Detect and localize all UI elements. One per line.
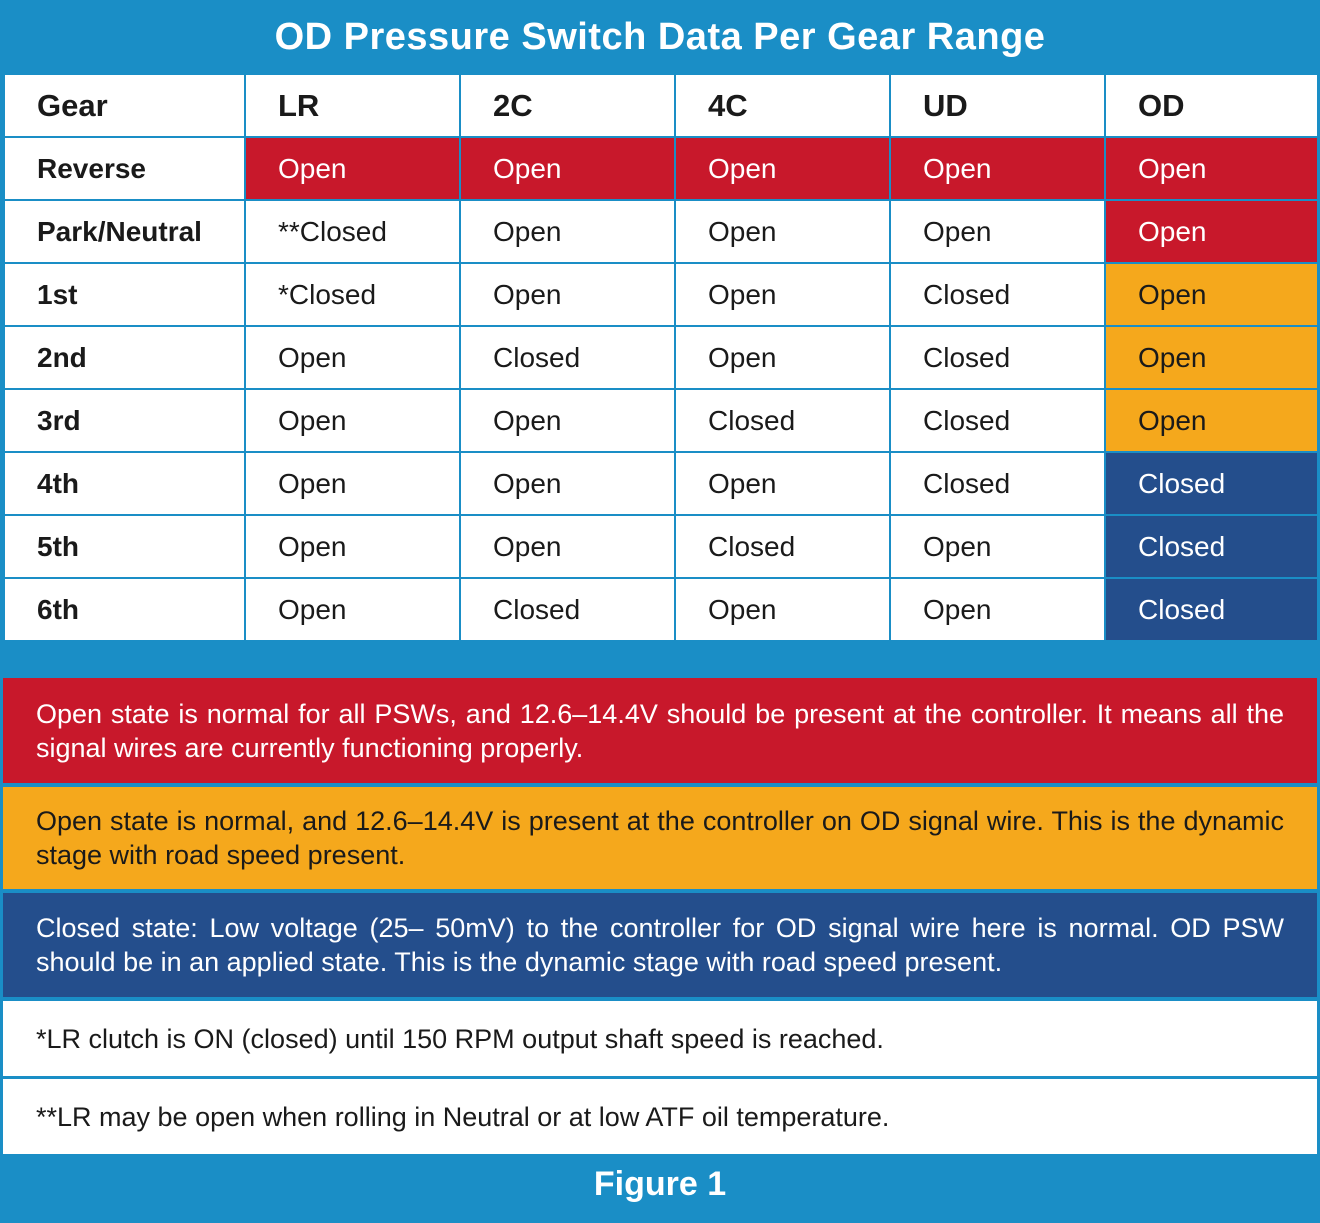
table-header-row [4,74,1318,137]
table-row [4,263,1318,326]
cell-4c: Open [675,200,890,263]
cell-ud: Open [890,578,1105,641]
cell-ud: Closed [890,389,1105,452]
note-open-state-yellow [3,787,1317,889]
footnote-single-asterisk [3,1001,1317,1076]
gear-label: 2nd [4,326,245,389]
cell-2c: Closed [460,578,675,641]
header-2c: 2C [460,74,675,137]
footnote-double-asterisk [3,1079,1317,1154]
note-red-text: Open state is normal for all PSWs, and 12.6–14.4V should be present at the controller. It means all the signal wires are currently functioning properly. [36,698,1284,763]
cell-lr: Open [245,578,460,641]
cell-od: Closed [1105,578,1318,641]
table-row [4,452,1318,515]
cell-4c: Closed [675,389,890,452]
cell-ud: Closed [890,452,1105,515]
cell-ud: Closed [890,326,1105,389]
cell-od: Open [1105,326,1318,389]
cell-4c: Open [675,137,890,200]
table-row [4,137,1318,200]
cell-lr: **Closed [245,200,460,263]
cell-2c: Open [460,389,675,452]
cell-2c: Open [460,137,675,200]
note-closed-state-blue [3,893,1317,997]
cell-ud: Closed [890,263,1105,326]
note-yellow-text: Open state is normal, and 12.6–14.4V is present at the controller on OD signal wire. This is the dynamic stage with road speed present. [36,806,1284,870]
cell-4c: Open [675,452,890,515]
pressure-switch-table [3,73,1319,642]
cell-od: Open [1105,137,1318,200]
header-lr: LR [245,74,460,137]
cell-lr: *Closed [245,263,460,326]
cell-lr: Open [245,515,460,578]
cell-ud: Open [890,200,1105,263]
gear-label: 5th [4,515,245,578]
table-row [4,200,1318,263]
cell-2c: Open [460,200,675,263]
table-row [4,578,1318,641]
cell-od: Closed [1105,515,1318,578]
cell-od: Open [1105,200,1318,263]
cell-od: Open [1105,389,1318,452]
gear-label: 1st [4,263,245,326]
cell-2c: Open [460,452,675,515]
cell-od: Closed [1105,452,1318,515]
note-blue-text: Closed state: Low voltage (25– 50mV) to the controller for OD signal wire here is normal. OD PSW should be in an applied state. This is the dynamic stage with road speed present. [36,913,1284,977]
header-4c: 4C [675,74,890,137]
header-od: OD [1105,74,1318,137]
figure-title: OD Pressure Switch Data Per Gear Range [274,15,1046,58]
cell-lr: Open [245,389,460,452]
cell-4c: Closed [675,515,890,578]
note-open-state-red [3,678,1317,783]
table-body [4,137,1318,641]
footnote1-text: *LR clutch is ON (closed) until 150 RPM output shaft speed is reached. [36,1023,884,1054]
header-gear: Gear [4,74,245,137]
figure-label: Figure 1 [593,1164,727,1203]
cell-2c: Closed [460,326,675,389]
cell-lr: Open [245,326,460,389]
gear-label: 6th [4,578,245,641]
gear-label: 4th [4,452,245,515]
gear-label: 3rd [4,389,245,452]
cell-4c: Open [675,263,890,326]
table-row [4,389,1318,452]
gear-label: Reverse [4,137,245,200]
header-ud: UD [890,74,1105,137]
cell-4c: Open [675,578,890,641]
cell-2c: Open [460,263,675,326]
cell-2c: Open [460,515,675,578]
table-row [4,515,1318,578]
table-row [4,326,1318,389]
cell-lr: Open [245,137,460,200]
footnote2-text: **LR may be open when rolling in Neutral or at low ATF oil temperature. [36,1101,890,1132]
cell-od: Open [1105,263,1318,326]
cell-lr: Open [245,452,460,515]
cell-ud: Open [890,515,1105,578]
gear-label: Park/Neutral [4,200,245,263]
cell-ud: Open [890,137,1105,200]
cell-4c: Open [675,326,890,389]
